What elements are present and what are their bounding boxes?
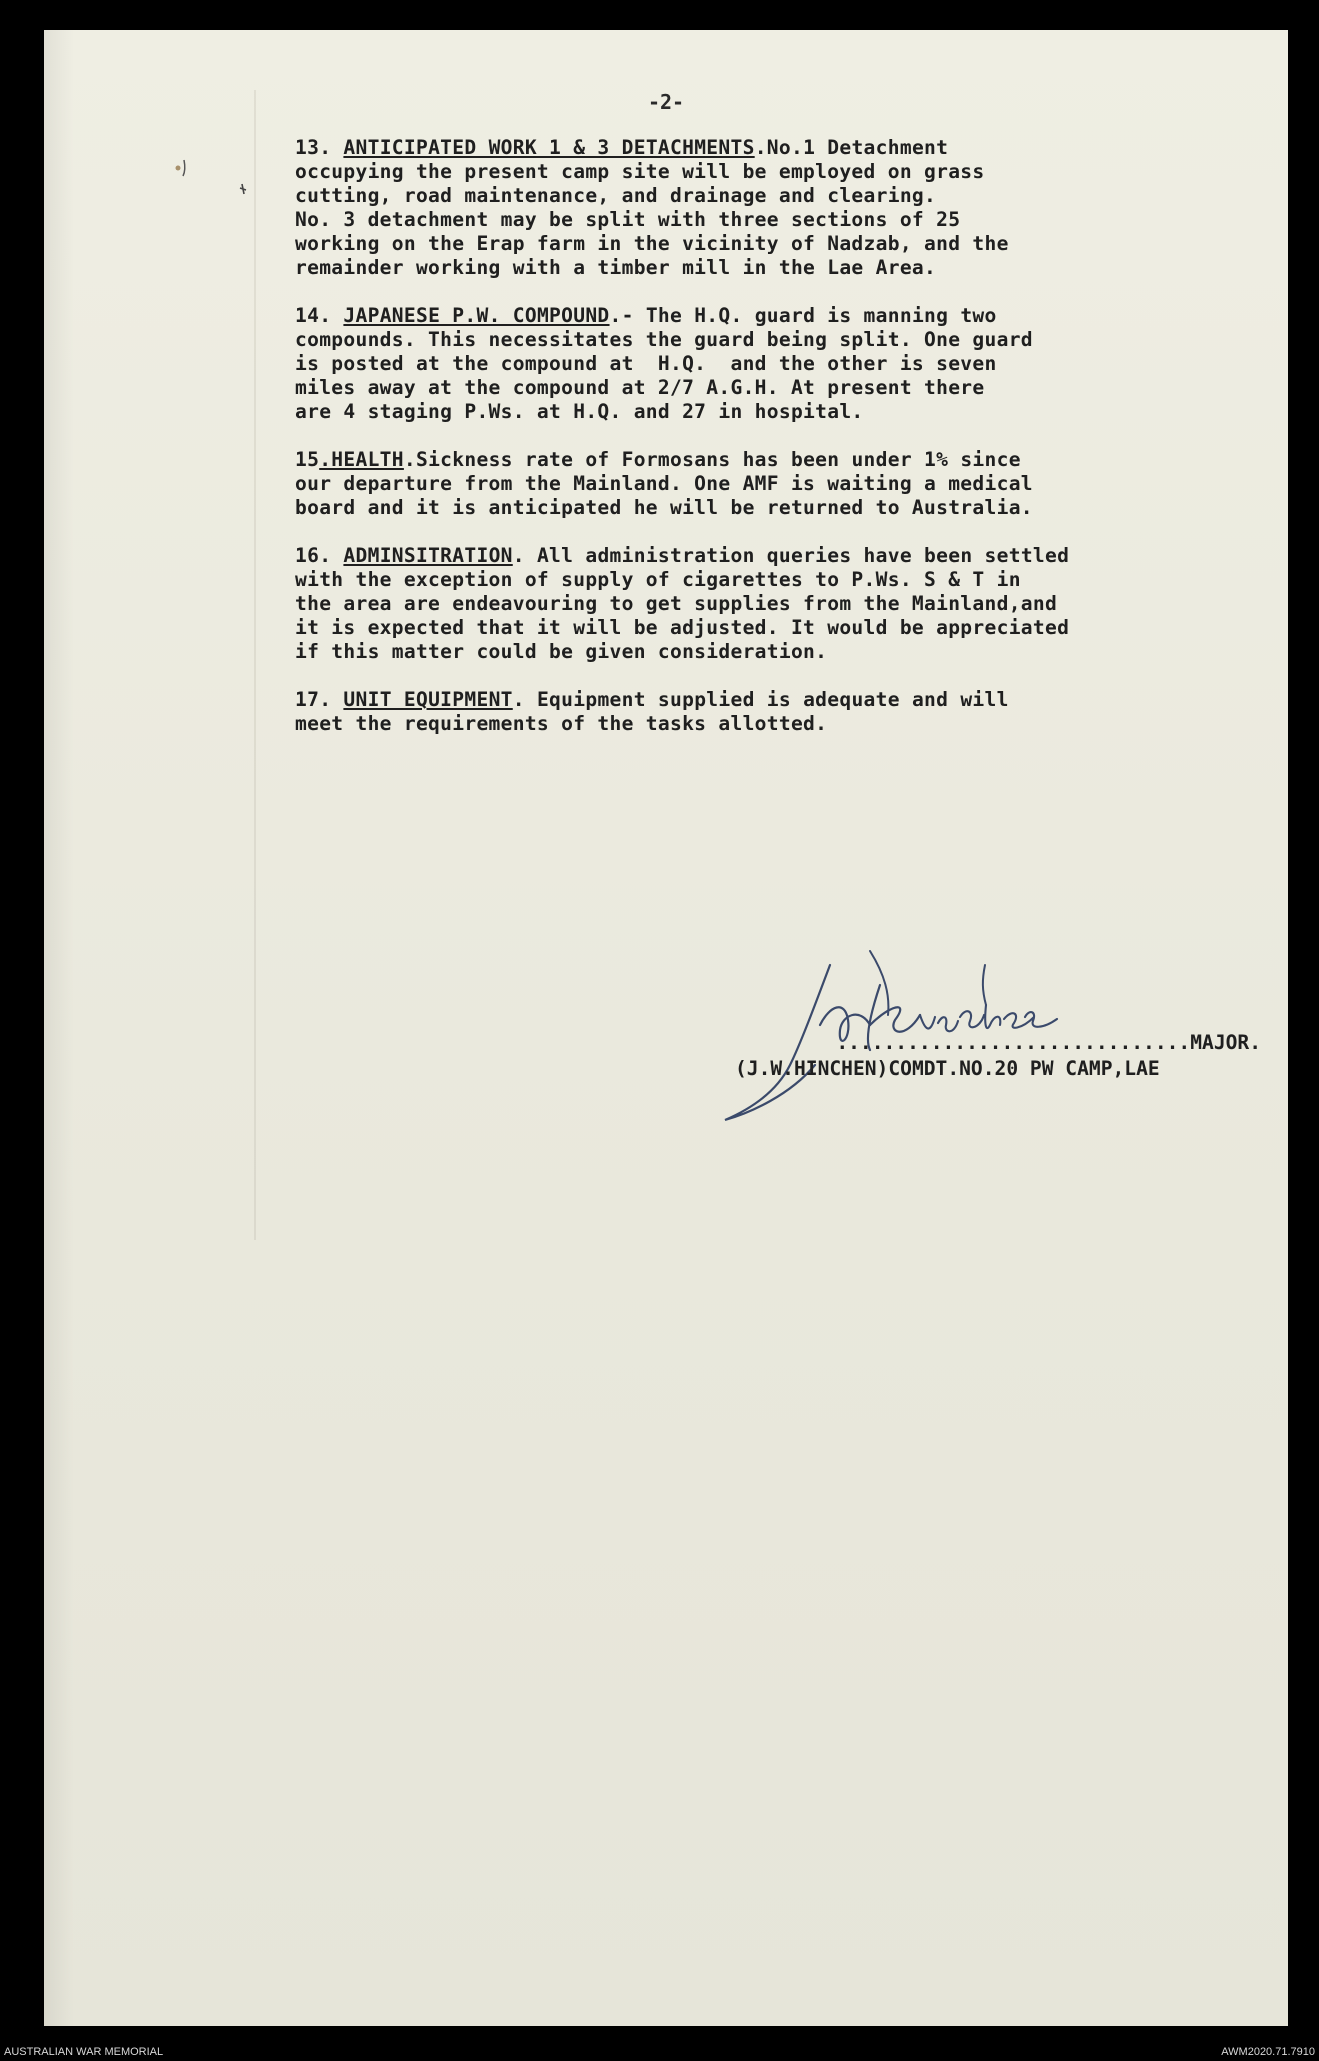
paragraph-line: cutting, road maintenance, and drainage and clearing. [295, 184, 937, 207]
paragraph-line: .Sickness rate of Formosans has been under 1% since [403, 448, 1021, 471]
paragraph-first-line [295, 448, 1275, 472]
page-edge-shadow [44, 30, 74, 2026]
paragraph-line: No. 3 detachment may be split with three sections of 25 [295, 208, 961, 231]
paragraph-line: . All administration queries have been settled [512, 544, 1070, 567]
footer-institution: AUSTRALIAN WAR MEMORIAL [4, 2046, 164, 2058]
paragraph-heading: .HEALTH [319, 448, 404, 471]
paragraph-number: 14. [295, 304, 332, 327]
paragraph-number: 17. [295, 688, 332, 711]
signature-name-line: (J.W.HINCHEN)COMDT.NO.20 PW CAMP,LAE [735, 1057, 1160, 1080]
paragraph-line: remainder working with a timber mill in the Lae Area. [295, 256, 937, 279]
paragraph-heading: UNIT EQUIPMENT [343, 688, 513, 711]
paragraph-line: miles away at the compound at 2/7 A.G.H. At present there [295, 376, 985, 399]
paragraph-heading: ANTICIPATED WORK 1 & 3 DETACHMENTS [343, 136, 755, 159]
paragraph-line: . Equipment supplied is adequate and will [512, 688, 1009, 711]
signature-rank-line: ..............................MAJOR. [836, 1031, 1261, 1054]
paragraph-17 [295, 688, 1275, 736]
document-body [295, 136, 1275, 760]
paragraph-line: the area are endeavouring to get supplies from the Mainland,and [295, 592, 1058, 615]
page-number: -2- [647, 90, 685, 114]
paragraph-13 [295, 136, 1275, 280]
paragraph-line: meet the requirements of the tasks allotted. [295, 712, 828, 735]
footer-accession-number: AWM2020.71.7910 [1221, 2046, 1315, 2058]
paragraph-line: are 4 staging P.Ws. at H.Q. and 27 in hospital. [295, 400, 864, 423]
paragraph-number: 13. [295, 136, 332, 159]
paragraph-14 [295, 304, 1275, 424]
paragraph-first-line [295, 304, 1275, 328]
paragraph-number: 16. [295, 544, 332, 567]
paragraph-line: if this matter could be given consideration. [295, 640, 828, 663]
paragraph-line: occupying the present camp site will be employed on grass [295, 160, 985, 183]
paragraph-15 [295, 448, 1275, 520]
paragraph-line: is posted at the compound at H.Q. and the other is seven [295, 352, 997, 375]
paper-fold-line [254, 90, 256, 1240]
paragraph-line: .No.1 Detachment [754, 136, 949, 159]
signature-block [735, 1030, 1275, 1082]
paragraph-heading: ADMINSITRATION [343, 544, 513, 567]
paragraph-line: our departure from the Mainland. One AMF is waiting a medical [295, 472, 1033, 495]
ink-blemish-marks [164, 148, 264, 218]
paragraph-line: working on the Erap farm in the vicinity of Nadzab, and the [295, 232, 1009, 255]
paragraph-number: 15 [295, 448, 320, 471]
paragraph-line: with the exception of supply of cigarettes to P.Ws. S & T in [295, 568, 1021, 591]
paragraph-line: board and it is anticipated he will be returned to Australia. [295, 496, 1033, 519]
paragraph-line: compounds. This necessitates the guard being split. One guard [295, 328, 1033, 351]
archive-footer [0, 2046, 1319, 2061]
paragraph-16 [295, 544, 1275, 664]
paragraph-line: .- The H.Q. guard is manning two [609, 304, 997, 327]
paragraph-heading: JAPANESE P.W. COMPOUND [343, 304, 610, 327]
paragraph-first-line [295, 544, 1275, 568]
paragraph-first-line [295, 136, 1275, 160]
paragraph-line: it is expected that it will be adjusted. It would be appreciated [295, 616, 1070, 639]
paragraph-first-line [295, 688, 1275, 712]
